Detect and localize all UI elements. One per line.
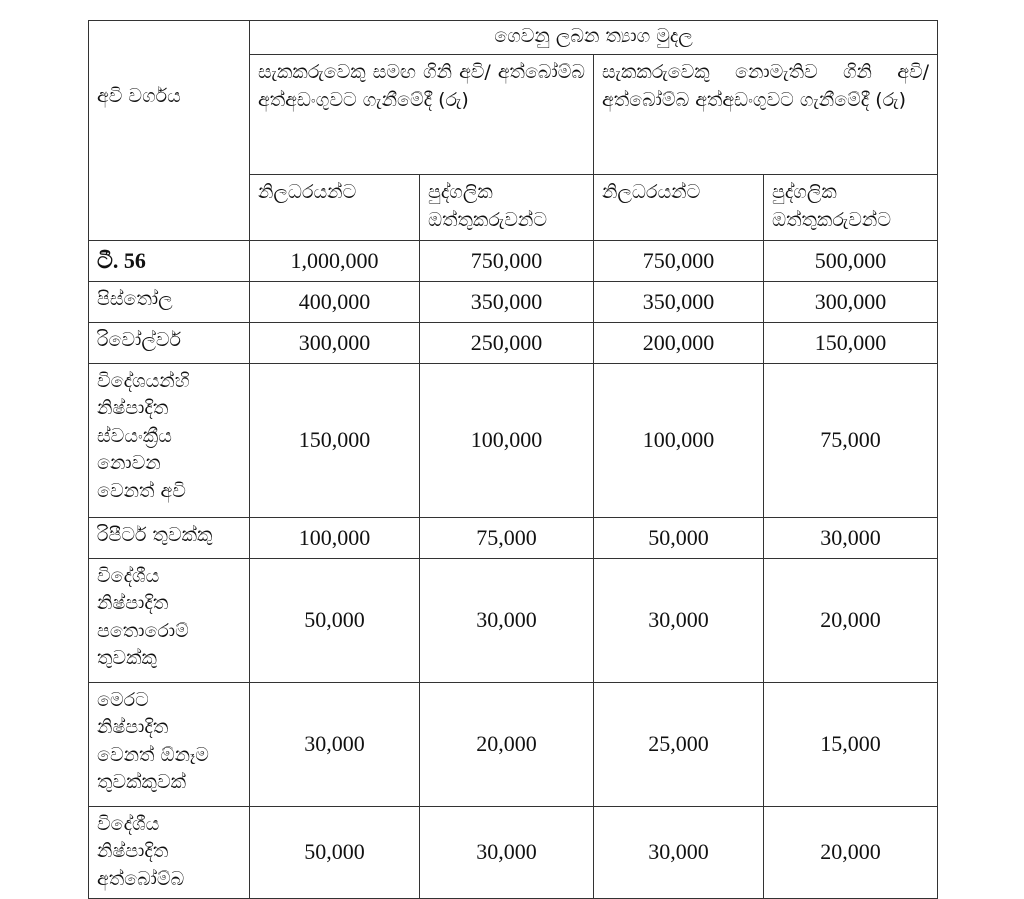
value-cell: 750,000 <box>420 241 594 282</box>
value-cell: 1,000,000 <box>250 241 420 282</box>
value-cell: 20,000 <box>764 806 938 898</box>
value-cell: 15,000 <box>764 682 938 806</box>
value-cell: 20,000 <box>764 558 938 682</box>
value-cell: 100,000 <box>420 363 594 517</box>
category-cell <box>89 682 250 806</box>
officers-header-2: නිලධරයන්ට <box>594 175 764 241</box>
table-row <box>89 322 938 363</box>
category-cell <box>89 241 250 282</box>
value-cell: 50,000 <box>250 806 420 898</box>
category-cell <box>89 363 250 517</box>
value-cell: 50,000 <box>250 558 420 682</box>
table-row <box>89 241 938 282</box>
category-cell <box>89 517 250 558</box>
category-label: පිස්තෝල <box>97 287 173 310</box>
value-cell: 350,000 <box>420 281 594 322</box>
value-cell: 350,000 <box>594 281 764 322</box>
category-label: විදේශීය නිෂ්පාදිත පතොරොම් තුවක්කු <box>97 564 189 670</box>
category-label: විදේශයන්හි නිෂ්පාදිත ස්වයංක්‍රීය නොවන වෙනත් අවි <box>97 369 190 502</box>
officers-header-1: නිලධරයන්ට <box>250 175 420 241</box>
reward-table <box>88 20 938 899</box>
value-cell: 200,000 <box>594 322 764 363</box>
value-cell: 400,000 <box>250 281 420 322</box>
table-row <box>89 281 938 322</box>
without-suspect-header: සැකකරුවෙකු නොමැතිව ගිනි අවි/අත්බෝම්බ අත්අඩංගුවට ගැනීමේදී (රු) <box>594 55 938 175</box>
category-label: ටී. 56 <box>97 248 146 273</box>
table-row <box>89 558 938 682</box>
value-cell: 75,000 <box>764 363 938 517</box>
value-cell: 500,000 <box>764 241 938 282</box>
category-cell <box>89 322 250 363</box>
value-cell: 150,000 <box>250 363 420 517</box>
value-cell: 30,000 <box>420 558 594 682</box>
value-cell: 50,000 <box>594 517 764 558</box>
category-cell <box>89 281 250 322</box>
value-cell: 300,000 <box>250 322 420 363</box>
value-cell: 30,000 <box>594 806 764 898</box>
value-cell: 30,000 <box>250 682 420 806</box>
table-row <box>89 806 938 898</box>
value-cell: 100,000 <box>250 517 420 558</box>
informants-header-1: පුද්ගලික ඔත්තුකරුවන්ට <box>420 175 594 241</box>
category-label: රිපීටර් තුවක්කු <box>97 523 213 546</box>
category-cell <box>89 558 250 682</box>
category-label: රිවෝල්වර් <box>97 328 181 351</box>
value-cell: 30,000 <box>594 558 764 682</box>
value-cell: 30,000 <box>420 806 594 898</box>
value-cell: 300,000 <box>764 281 938 322</box>
table-row <box>89 517 938 558</box>
weapon-type-header: අවි වර්ගය <box>89 21 250 241</box>
table-row <box>89 682 938 806</box>
value-cell: 20,000 <box>420 682 594 806</box>
table-row <box>89 363 938 517</box>
value-cell: 25,000 <box>594 682 764 806</box>
with-suspect-header: සැකකරුවෙකු සමඟ ගිනි අවි/ අත්බෝම්බ අත්අඩංගුවට ගැනීමේදී (රු) <box>250 55 594 175</box>
value-cell: 75,000 <box>420 517 594 558</box>
reward-amount-header: ගෙවනු ලබන ත්‍යාග මුදල <box>250 21 938 55</box>
value-cell: 750,000 <box>594 241 764 282</box>
value-cell: 150,000 <box>764 322 938 363</box>
value-cell: 30,000 <box>764 517 938 558</box>
value-cell: 100,000 <box>594 363 764 517</box>
category-label: විදේශීය නිෂ්පාදිත අත්බෝම්බ <box>97 812 185 890</box>
category-cell <box>89 806 250 898</box>
value-cell: 250,000 <box>420 322 594 363</box>
category-label: මෙරට නිෂ්පාදිත වෙනත් ඕනෑම තුවක්කුවක් <box>97 688 209 794</box>
informants-header-2: පුද්ගලික ඔත්තුකරුවන්ට <box>764 175 938 241</box>
